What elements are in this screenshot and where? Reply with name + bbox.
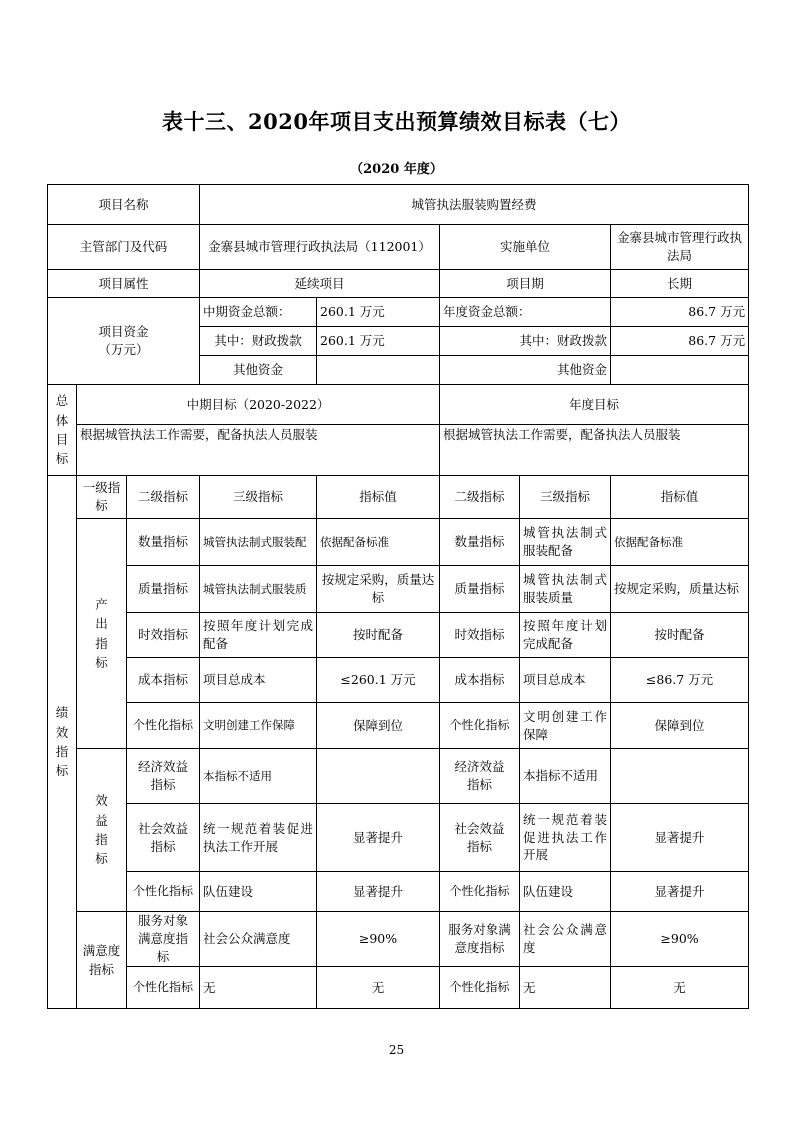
year-l3: 项目总成本 <box>520 658 611 703</box>
year-val <box>611 749 749 804</box>
mid-l2: 时效指标 <box>127 613 200 658</box>
mid-l3: 本指标不适用 <box>200 749 317 804</box>
year-goal-text: 根据城管执法工作需要，配备执法人员服装 <box>440 425 749 476</box>
mid-l3: 统一规范着装促进执法工作开展 <box>200 804 317 872</box>
year-val: 无 <box>611 967 749 1009</box>
table-row <box>48 804 749 872</box>
table-row <box>48 385 749 425</box>
table-row <box>48 270 749 298</box>
year-l2: 个性化指标 <box>440 872 520 912</box>
group-name: 产出指标 <box>77 519 127 749</box>
year-val: 按时配备 <box>611 613 749 658</box>
year-l3: 本指标不适用 <box>520 749 611 804</box>
year-l3: 按照年度计划完成配备 <box>520 613 611 658</box>
year-val: ≤86.7 万元 <box>611 658 749 703</box>
mid-l3: 队伍建设 <box>200 872 317 912</box>
attr-label: 项目属性 <box>48 270 200 298</box>
year-l3: 文明创建工作保障 <box>520 703 611 749</box>
table-row <box>48 703 749 749</box>
mid-l2: 数量指标 <box>127 519 200 566</box>
year-level2-header: 二级指标 <box>440 476 520 519</box>
level1-header: 一级指标 <box>77 476 127 519</box>
mid-l2: 社会效益指标 <box>127 804 200 872</box>
year-l2: 个性化指标 <box>440 967 520 1009</box>
mid-l2: 经济效益指标 <box>127 749 200 804</box>
perf-label: 绩效指标 <box>48 476 77 1009</box>
mid-l3: 按照年度计划完成配备 <box>200 613 317 658</box>
mid-val: 保障到位 <box>317 703 440 749</box>
table-row <box>48 872 749 912</box>
year-value-header: 指标值 <box>611 476 749 519</box>
year-other-value <box>611 356 749 385</box>
year-l3: 队伍建设 <box>520 872 611 912</box>
mid-val: ≤260.1 万元 <box>317 658 440 703</box>
year-l3: 城管执法制式服装配备 <box>520 519 611 566</box>
page-title: 表十三、2020年项目支出预算绩效目标表（七） <box>162 109 631 134</box>
mid-goal-header: 中期目标（2020-2022） <box>77 385 440 425</box>
year-l3: 城管执法制式服装质量 <box>520 566 611 613</box>
mid-l2: 服务对象满意度指标 <box>127 912 200 967</box>
mid-val: 显著提升 <box>317 872 440 912</box>
page-number: 25 <box>388 1043 405 1057</box>
project-name-value: 城管执法服装购置经费 <box>200 185 749 225</box>
mid-l2: 成本指标 <box>127 658 200 703</box>
mid-l3: 城管执法制式服装配 <box>200 519 317 566</box>
project-name-label: 项目名称 <box>48 185 200 225</box>
mid-goal-text: 根据城管执法工作需要，配备执法人员服装 <box>77 425 440 476</box>
mid-l3: 社会公众满意度 <box>200 912 317 967</box>
table-row <box>48 425 749 476</box>
mid-l2: 个性化指标 <box>127 872 200 912</box>
table-row <box>48 749 749 804</box>
year-l2: 数量指标 <box>440 519 520 566</box>
year-l2: 时效指标 <box>440 613 520 658</box>
group-name: 满意度指标 <box>77 912 127 1009</box>
mid-level3-header: 三级指标 <box>200 476 317 519</box>
table-row <box>48 476 749 519</box>
mid-value-header: 指标值 <box>317 476 440 519</box>
mid-val: 按规定采购，质量达标 <box>317 566 440 613</box>
mid-fiscal-value: 260.1 万元 <box>317 327 440 356</box>
table-row <box>48 185 749 225</box>
year-val: 显著提升 <box>611 804 749 872</box>
overall-goal-label: 总体目标 <box>48 385 77 476</box>
dept-label: 主管部门及代码 <box>48 225 200 270</box>
year-l3: 统一规范着装促进执法工作开展 <box>520 804 611 872</box>
mid-l2: 质量指标 <box>127 566 200 613</box>
year-l2: 社会效益指标 <box>440 804 520 872</box>
mid-total-label: 中期资金总额： <box>200 298 317 327</box>
mid-l3: 项目总成本 <box>200 658 317 703</box>
year-l3: 社会公众满意度 <box>520 912 611 967</box>
table-row <box>48 912 749 967</box>
group-name: 效益指标 <box>77 749 127 912</box>
year-val: 按规定采购，质量达标 <box>611 566 749 613</box>
mid-l2: 个性化指标 <box>127 703 200 749</box>
mid-l3: 城管执法制式服装质 <box>200 566 317 613</box>
mid-val: 依据配备标准 <box>317 519 440 566</box>
dept-value: 金寨县城市管理行政执法局（112001） <box>200 225 440 270</box>
performance-target-table <box>47 184 749 1009</box>
year-l2: 质量指标 <box>440 566 520 613</box>
year-l3: 无 <box>520 967 611 1009</box>
mid-val: 显著提升 <box>317 804 440 872</box>
table-row <box>48 566 749 613</box>
year-goal-header: 年度目标 <box>440 385 749 425</box>
table-row <box>48 658 749 703</box>
mid-total-value: 260.1 万元 <box>317 298 440 327</box>
mid-val <box>317 749 440 804</box>
year-val: 依据配备标准 <box>611 519 749 566</box>
mid-level2-header: 二级指标 <box>127 476 200 519</box>
mid-val: ≥90% <box>317 912 440 967</box>
period-label: 项目期 <box>440 270 611 298</box>
year-l2: 成本指标 <box>440 658 520 703</box>
mid-val: 按时配备 <box>317 613 440 658</box>
table-row <box>48 613 749 658</box>
year-level3-header: 三级指标 <box>520 476 611 519</box>
mid-other-value <box>317 356 440 385</box>
funds-label: 项目资金（万元） <box>48 298 200 385</box>
table-row <box>48 225 749 270</box>
page-subtitle: （2020 年度） <box>350 162 443 177</box>
year-fiscal-label: 其中：财政拨款 <box>440 327 611 356</box>
mid-l2: 个性化指标 <box>127 967 200 1009</box>
table-row <box>48 519 749 566</box>
year-l2: 服务对象满意度指标 <box>440 912 520 967</box>
table-row <box>48 967 749 1009</box>
year-total-value: 86.7 万元 <box>611 298 749 327</box>
mid-other-label: 其他资金 <box>200 356 317 385</box>
year-l2: 个性化指标 <box>440 703 520 749</box>
mid-l3: 文明创建工作保障 <box>200 703 317 749</box>
impl-label: 实施单位 <box>440 225 611 270</box>
impl-value: 金寨县城市管理行政执法局 <box>611 225 749 270</box>
year-fiscal-value: 86.7 万元 <box>611 327 749 356</box>
year-val: 显著提升 <box>611 872 749 912</box>
year-val: ≥90% <box>611 912 749 967</box>
mid-fiscal-label: 其中：财政拨款 <box>200 327 317 356</box>
year-l2: 经济效益指标 <box>440 749 520 804</box>
period-value: 长期 <box>611 270 749 298</box>
year-total-label: 年度资金总额： <box>440 298 611 327</box>
mid-val: 无 <box>317 967 440 1009</box>
year-val: 保障到位 <box>611 703 749 749</box>
table-row <box>48 298 749 327</box>
mid-l3: 无 <box>200 967 317 1009</box>
year-other-label: 其他资金 <box>440 356 611 385</box>
attr-value: 延续项目 <box>200 270 440 298</box>
